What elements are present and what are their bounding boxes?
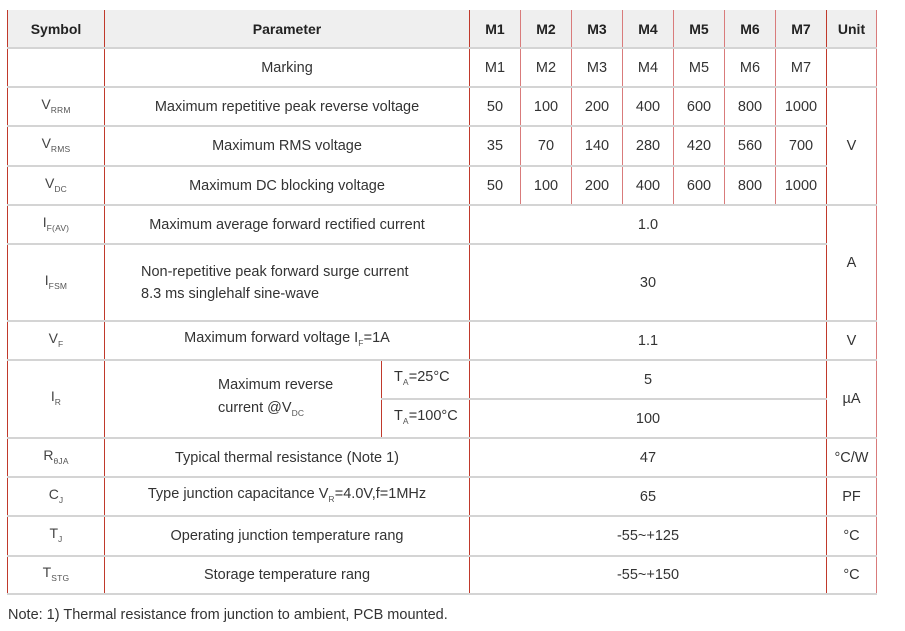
value-m1: 35 [470, 126, 521, 166]
table-row-tj [8, 516, 877, 556]
table-row-ifav [8, 205, 877, 244]
table-row-cj [8, 477, 877, 516]
symbol-sub: F [57, 338, 64, 349]
spec-table [7, 10, 877, 595]
condition-cell-25c [382, 360, 470, 399]
symbol-sub: J [58, 534, 63, 544]
value-m3: 140 [572, 126, 623, 166]
unit-cell: °C [827, 516, 877, 556]
symbol-sub: DC [54, 183, 68, 194]
table-row-rthja [8, 438, 877, 477]
table-row-ifsm [8, 244, 877, 321]
value-cell: 30 [470, 244, 827, 321]
value-m7: 700 [776, 126, 827, 166]
parameter-cell: Maximum RMS voltage [105, 126, 470, 166]
condition-sub: A [402, 416, 409, 426]
parameter-sub: R [328, 494, 335, 504]
parameter-suffix: =4.0V,f=1MHz [334, 486, 427, 502]
condition-main: T [394, 369, 403, 385]
value-m1: 50 [470, 87, 521, 126]
parameter-cell: Marking [105, 48, 470, 87]
symbol-main: V [41, 135, 51, 151]
header-row [8, 10, 877, 48]
symbol-sub: RRM [50, 104, 71, 115]
header-symbol: Symbol [8, 10, 105, 48]
value-m4: M4 [623, 48, 674, 87]
symbol-cell [8, 48, 105, 87]
parameter-line-2 [218, 397, 381, 425]
symbol-cell [8, 360, 105, 438]
symbol-cell [8, 166, 105, 205]
value-m4: 280 [623, 126, 674, 166]
unit-cell: °C/W [827, 438, 877, 477]
parameter-cell: Operating junction temperature rang [105, 516, 470, 556]
condition-sub: A [402, 377, 409, 387]
value-m5: 420 [674, 126, 725, 166]
value-m5: 600 [674, 87, 725, 126]
symbol-main: V [48, 329, 58, 346]
header-m5: M5 [674, 10, 725, 48]
symbol-sub: F(AV) [46, 222, 70, 233]
table-row-ir-25c [8, 360, 877, 399]
value-m6: M6 [725, 48, 776, 87]
unit-cell: µA [827, 360, 877, 438]
parameter-line-1: Maximum reverse [218, 376, 334, 393]
value-m7: 1000 [776, 87, 827, 126]
table-row-tstg [8, 556, 877, 594]
value-cell: -55~+150 [470, 556, 827, 594]
symbol-cell [8, 205, 105, 244]
parameter-text: Type junction capacitance V [147, 486, 329, 502]
symbol-cell [8, 477, 105, 516]
parameter-cell [105, 321, 470, 360]
symbol-sub: FSM [48, 280, 68, 291]
value-cell: 100 [470, 399, 827, 438]
parameter-line-2: 8.3 ms singlehalf sine-wave [141, 285, 320, 302]
parameter-text: current @V [218, 399, 292, 416]
symbol-sub: J [58, 494, 64, 505]
value-m1: 50 [470, 166, 521, 205]
parameter-cell [105, 244, 470, 321]
parameter-sub: DC [291, 407, 305, 418]
unit-cell-voltage: V [827, 87, 877, 205]
symbol-sub: RMS [50, 144, 71, 154]
value-m7: M7 [776, 48, 827, 87]
symbol-main: T [42, 564, 52, 580]
value-m2: 70 [521, 126, 572, 166]
value-m2: 100 [521, 166, 572, 205]
value-m3: 200 [572, 87, 623, 126]
value-m5: 600 [674, 166, 725, 205]
symbol-main: V [44, 174, 55, 191]
value-cell: 47 [470, 438, 827, 477]
condition-main: T [394, 408, 403, 424]
symbol-cell [8, 516, 105, 556]
parameter-text: Maximum forward voltage I [184, 330, 359, 346]
symbol-main: R [43, 446, 54, 463]
symbol-cell [8, 87, 105, 126]
value-m5: M5 [674, 48, 725, 87]
symbol-main: V [41, 95, 51, 112]
condition-suffix: =25°C [408, 369, 450, 385]
value-cell: 1.0 [470, 205, 827, 244]
symbol-cell [8, 556, 105, 594]
value-m3: 200 [572, 166, 623, 205]
value-m6: 800 [725, 87, 776, 126]
symbol-cell [8, 126, 105, 166]
symbol-cell [8, 244, 105, 321]
symbol-cell [8, 321, 105, 360]
value-m6: 560 [725, 126, 776, 166]
symbol-main: I [44, 271, 49, 288]
value-m4: 400 [623, 166, 674, 205]
value-m1: M1 [470, 48, 521, 87]
table-row-vrms [8, 126, 877, 166]
parameter-cell: Maximum repetitive peak reverse voltage [105, 87, 470, 126]
header-m6: M6 [725, 10, 776, 48]
unit-cell: PF [827, 477, 877, 516]
header-m4: M4 [623, 10, 674, 48]
header-m7: M7 [776, 10, 827, 48]
parameter-cell: Storage temperature rang [105, 556, 470, 594]
condition-cell-100c [382, 399, 470, 438]
symbol-cell [8, 438, 105, 477]
value-cell: -55~+125 [470, 516, 827, 556]
parameter-suffix: =1A [363, 330, 390, 346]
symbol-sub: R [54, 397, 62, 407]
parameter-line-1: Non-repetitive peak forward surge current [141, 263, 409, 280]
value-m6: 800 [725, 166, 776, 205]
table-row-vdc [8, 166, 877, 205]
parameter-cell: Maximum average forward rectified current [105, 205, 470, 244]
value-m2: 100 [521, 87, 572, 126]
symbol-sub: θJA [53, 455, 69, 466]
parameter-cell: Typical thermal resistance (Note 1) [105, 438, 470, 477]
value-cell: 65 [470, 477, 827, 516]
condition-suffix: =100°C [408, 408, 458, 424]
symbol-main: T [49, 525, 59, 541]
value-m3: M3 [572, 48, 623, 87]
unit-cell-current: A [827, 205, 877, 321]
value-m2: M2 [521, 48, 572, 87]
parameter-sub: F [358, 338, 364, 348]
value-cell: 5 [470, 360, 827, 399]
table-row-marking [8, 48, 877, 87]
symbol-main: I [50, 388, 55, 404]
unit-cell [827, 48, 877, 87]
footnote: Note: 1) Thermal resistance from junction to ambient, PCB mounted. [8, 607, 448, 623]
table-row-vf [8, 321, 877, 360]
header-unit: Unit [827, 10, 877, 48]
symbol-main: I [42, 213, 47, 230]
parameter-cell [105, 360, 382, 438]
header-m2: M2 [521, 10, 572, 48]
table-row-vrrm [8, 87, 877, 126]
unit-cell: V [827, 321, 877, 360]
header-m1: M1 [470, 10, 521, 48]
header-m3: M3 [572, 10, 623, 48]
value-m4: 400 [623, 87, 674, 126]
symbol-sub: STG [51, 573, 70, 583]
unit-cell: °C [827, 556, 877, 594]
value-m7: 1000 [776, 166, 827, 205]
symbol-main: C [48, 485, 59, 502]
value-cell: 1.1 [470, 321, 827, 360]
parameter-cell [105, 477, 470, 516]
parameter-cell: Maximum DC blocking voltage [105, 166, 470, 205]
header-parameter: Parameter [105, 10, 470, 48]
